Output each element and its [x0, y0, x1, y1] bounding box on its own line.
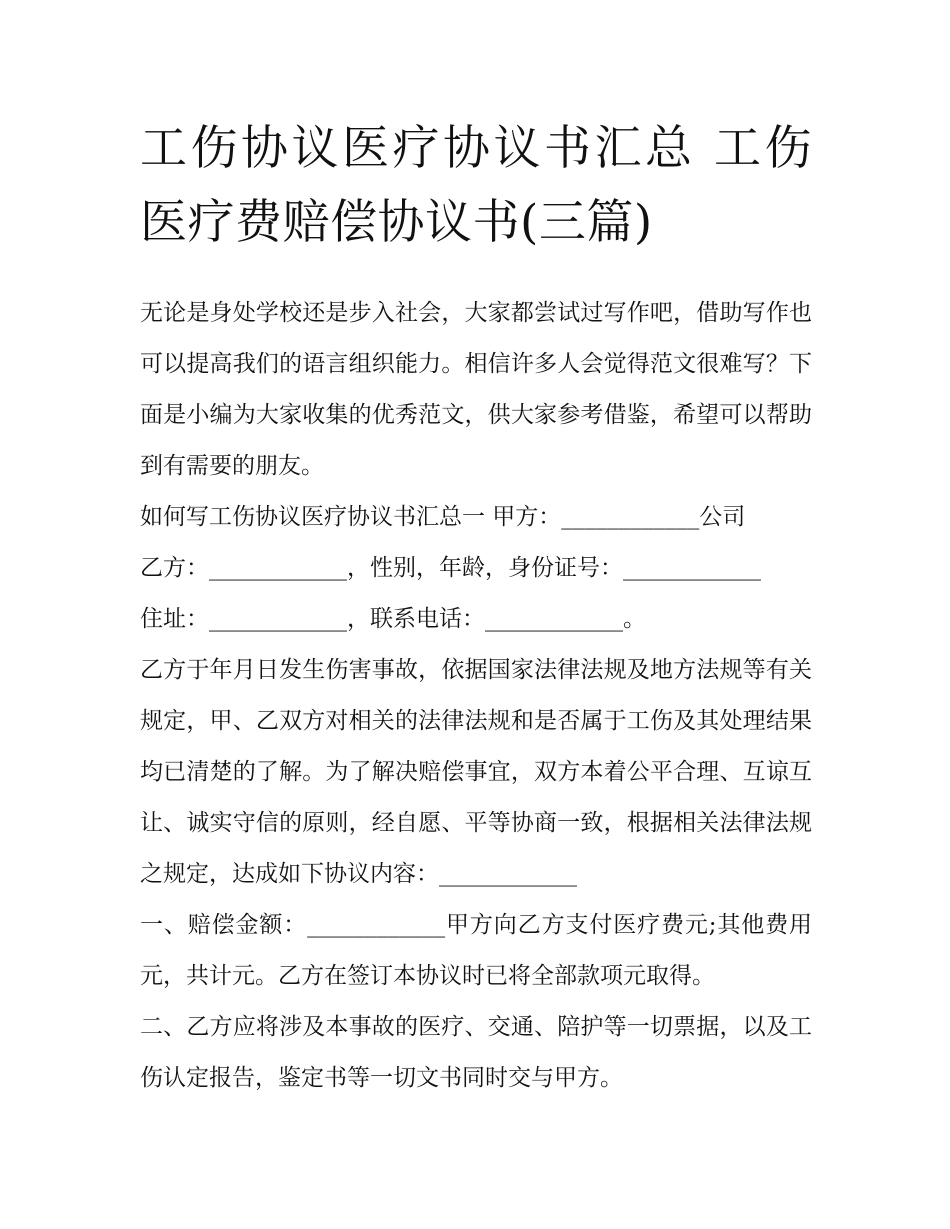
section-heading-party-a: 如何写工伤协议医疗协议书汇总一 甲方：____________公司: [140, 504, 746, 530]
document-body: [140, 288, 812, 1104]
address-phone-line: 住址：____________，联系电话：____________。: [140, 606, 646, 632]
document-title: 工伤协议医疗协议书汇总 工伤医疗费赔偿协议书(三篇): [140, 121, 812, 250]
party-b-line: 乙方：____________，性别，年龄，身份证号：____________: [140, 555, 761, 581]
clause-one-compensation: 一、赔偿金额：____________甲方向乙方支付医疗费元;其他费用元，共计元。乙方在签订本协议时已将全部款项元取得。: [140, 912, 812, 989]
intro-paragraph: 无论是身处学校还是步入社会，大家都尝试过写作吧，借助写作也可以提高我们的语言组织能力。相信许多人会觉得范文很难写？下面是小编为大家收集的优秀范文，供大家参考借鉴，希望可以帮助到有需要的朋友。: [140, 300, 812, 479]
accident-paragraph: 乙方于年月日发生伤害事故，依据国家法律法规及地方法规等有关规定，甲、乙双方对相关的法律法规和是否属于工伤及其处理结果均已清楚的了解。为了解决赔偿事宜，双方本着公平合理、互谅互让、诚实守信的原则，经自愿、平等协商一致，根据相关法律法规之规定，达成如下协议内容：____________: [140, 657, 812, 887]
document-page: [140, 112, 812, 1104]
clause-two-documents: 二、乙方应将涉及本事故的医疗、交通、陪护等一切票据，以及工伤认定报告，鉴定书等一切文书同时交与甲方。: [140, 1014, 812, 1091]
